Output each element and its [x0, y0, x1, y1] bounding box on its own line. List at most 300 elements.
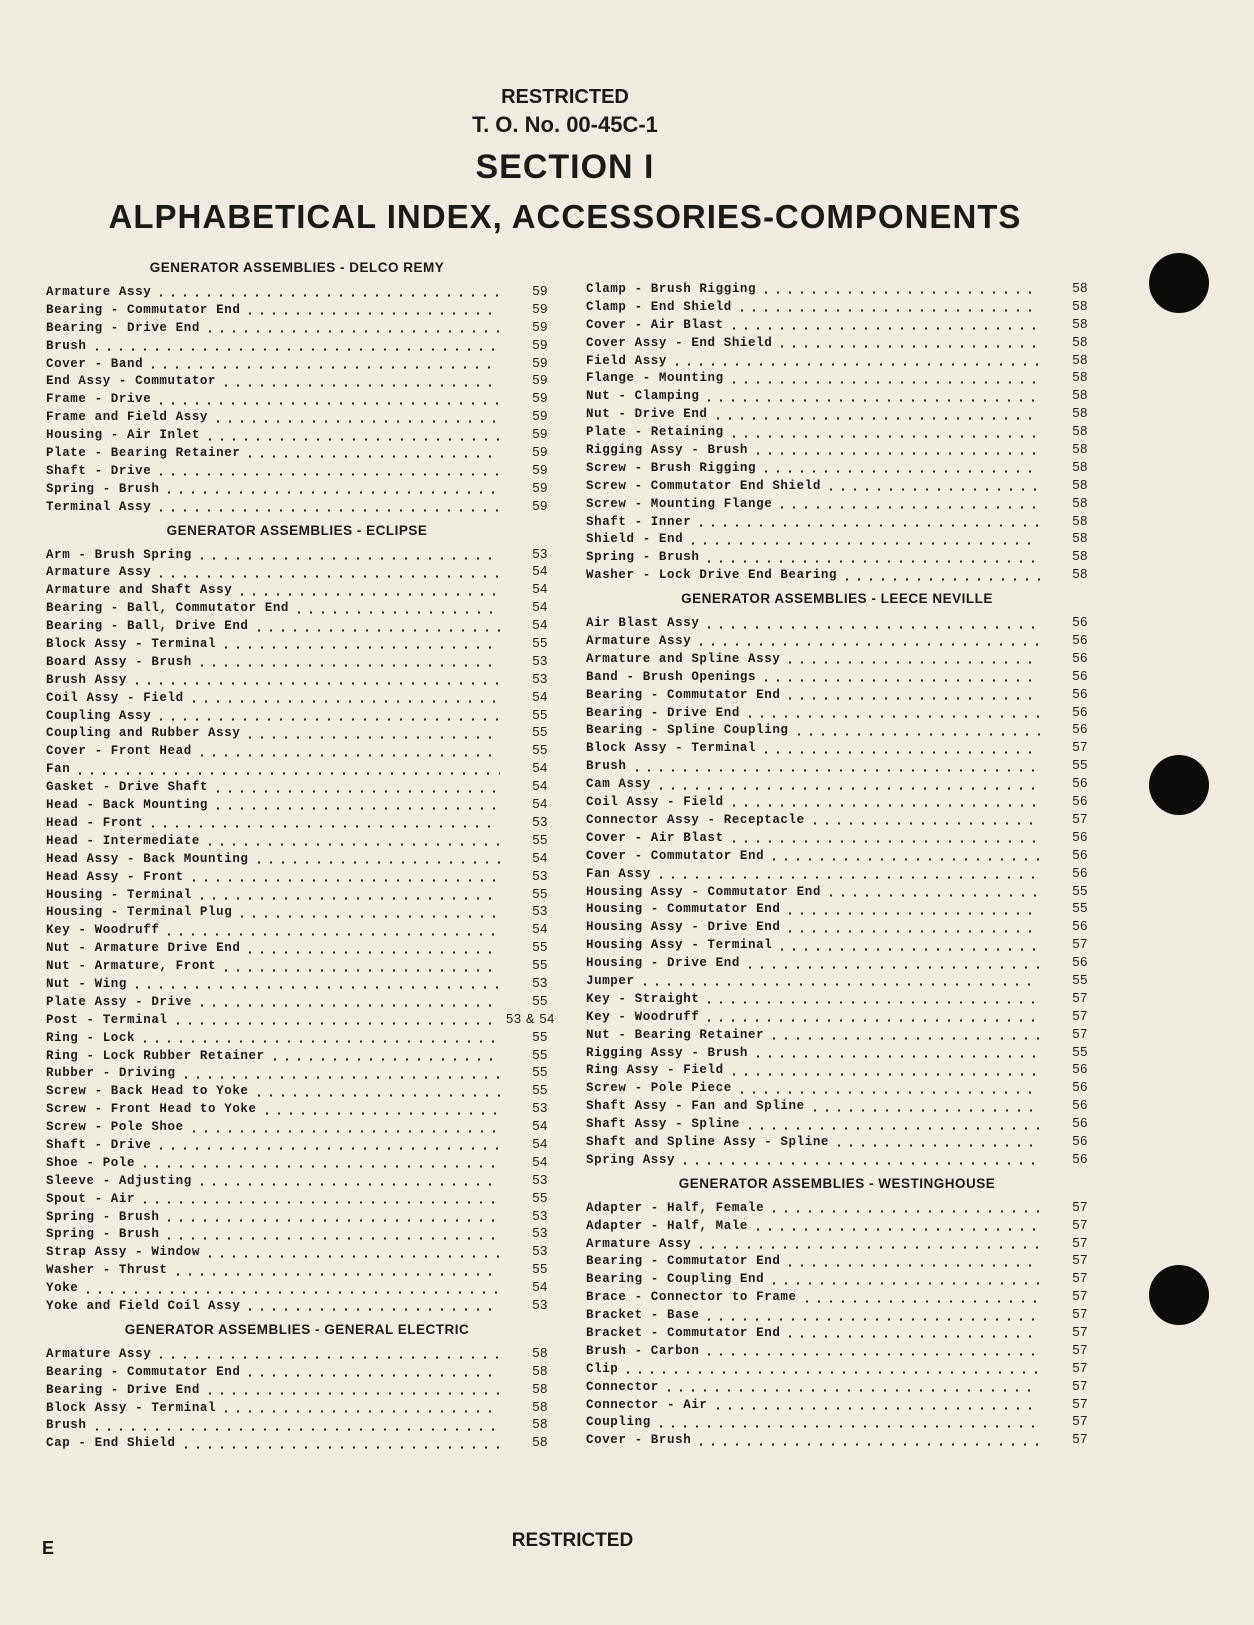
entry-page-number: 53 — [532, 903, 548, 919]
dot-leader — [196, 664, 500, 667]
dot-leader — [261, 1112, 500, 1115]
dot-leader — [180, 1446, 500, 1449]
entry-page-number: 56 — [1072, 1115, 1088, 1131]
entry-page-number: 56 — [1072, 614, 1088, 630]
entry-label: Head - Back Mounting — [46, 798, 209, 813]
entry-label: Bracket - Base — [586, 1308, 700, 1323]
dot-leader — [172, 1273, 500, 1276]
dot-leader — [196, 1004, 500, 1007]
entry-label: Washer - Lock Drive End Bearing — [586, 568, 838, 583]
entry-page-number: 56 — [1072, 632, 1088, 648]
section-title: GENERATOR ASSEMBLIES - LEECE NEVILLE — [681, 591, 993, 607]
index-entry — [586, 1199, 1088, 1217]
dot-leader — [760, 291, 1040, 294]
entry-label: Bearing - Coupling End — [586, 1272, 765, 1287]
index-entry — [46, 444, 548, 462]
index-entry — [586, 298, 1088, 316]
entry-page-number: 56 — [1072, 846, 1088, 862]
entry-label: Yoke — [46, 1281, 79, 1296]
index-entry — [586, 757, 1088, 775]
entry-label: Brace - Connector to Frame — [586, 1290, 797, 1305]
index-entry — [586, 632, 1088, 650]
entry-page-number: 55 — [1072, 900, 1088, 916]
index-entry — [46, 546, 548, 564]
dot-leader — [744, 715, 1040, 718]
entry-page-number: 53 — [532, 670, 548, 686]
dot-leader — [784, 1335, 1040, 1338]
index-entry — [46, 1190, 548, 1208]
index-entry — [46, 337, 548, 355]
entry-page-number: 58 — [1072, 530, 1088, 546]
index-entry — [46, 301, 548, 319]
entry-label: Cover - Air Blast — [586, 317, 724, 332]
entry-page-number: 54 — [532, 1153, 548, 1169]
index-entry — [46, 581, 548, 599]
entry-label: Head - Intermediate — [46, 833, 200, 848]
dot-leader — [244, 312, 500, 315]
entry-label: Adapter - Half, Female — [586, 1200, 765, 1215]
entry-page-number: 58 — [1072, 566, 1088, 582]
entry-page-number: 53 — [532, 813, 548, 829]
entry-label: Housing - Commutator End — [586, 902, 781, 917]
dot-leader — [253, 861, 500, 864]
index-entry — [586, 1306, 1088, 1324]
entry-label: Armature Assy — [46, 565, 152, 580]
entry-label: Bearing - Commutator End — [46, 1364, 241, 1379]
entry-page-number: 56 — [1072, 703, 1088, 719]
dot-leader — [204, 438, 500, 441]
entry-page-number: 59 — [532, 426, 548, 442]
index-entry — [46, 1029, 548, 1047]
index-entry — [46, 957, 548, 975]
entry-label: Bearing - Commutator End — [586, 1254, 781, 1269]
index-entry — [46, 742, 548, 760]
entry-label: Clamp - Brush Rigging — [586, 282, 757, 296]
dot-leader — [679, 1162, 1040, 1165]
entry-page-number: 58 — [1072, 423, 1088, 439]
entry-page-number: 58 — [1072, 280, 1088, 295]
index-entry — [586, 1133, 1088, 1151]
entry-label: Shaft - Drive — [46, 1137, 152, 1152]
entry-label: Adapter - Half, Male — [586, 1218, 749, 1233]
index-entry — [586, 387, 1088, 405]
dot-leader — [631, 769, 1040, 772]
entry-page-number: 59 — [532, 497, 548, 513]
index-entry — [586, 954, 1088, 972]
dot-leader — [196, 1183, 500, 1186]
entry-label: Cover Assy - End Shield — [586, 335, 773, 350]
entry-label: Cover - Air Blast — [586, 830, 724, 845]
entry-page-number: 55 — [532, 742, 548, 758]
entry-label: Block Assy - Terminal — [586, 741, 757, 756]
index-entry — [586, 936, 1088, 954]
index-entry — [46, 1118, 548, 1136]
index-entry — [586, 423, 1088, 441]
dot-leader — [155, 1356, 500, 1359]
entry-label: Bearing - Drive End — [46, 320, 200, 335]
entry-page-number: 55 — [532, 831, 548, 847]
index-entry — [46, 778, 548, 796]
binder-hole — [1149, 253, 1209, 313]
index-entry — [586, 1270, 1088, 1288]
entry-page-number: 59 — [532, 336, 548, 352]
dot-leader — [220, 1410, 500, 1413]
entry-label: Bearing - Drive End — [46, 1382, 200, 1397]
entry-label: Shaft and Spline Assy - Spline — [586, 1134, 830, 1149]
entry-page-number: 55 — [532, 1064, 548, 1080]
entry-label: Shaft - Inner — [586, 514, 692, 529]
entry-page-number: 55 — [1072, 757, 1088, 773]
entry-page-number: 55 — [532, 1261, 548, 1277]
dot-leader — [760, 470, 1040, 473]
dot-leader — [728, 804, 1040, 807]
entry-label: Rigging Assy - Brush — [586, 443, 749, 458]
index-entry — [586, 1115, 1088, 1133]
entry-label: Housing - Terminal — [46, 887, 192, 902]
index-entry — [586, 352, 1088, 370]
dot-leader — [703, 1019, 1040, 1022]
entry-page-number: 56 — [1072, 1097, 1088, 1113]
index-entry — [46, 1243, 548, 1261]
entry-page-number: 54 — [532, 599, 548, 615]
entry-label: Gasket - Drive Shaft — [46, 780, 209, 795]
index-entry — [46, 760, 548, 778]
entry-label: Nut - Drive End — [586, 407, 708, 422]
entry-page-number: 58 — [1072, 405, 1088, 421]
entry-page-number: 57 — [1072, 1413, 1088, 1429]
dot-leader — [687, 542, 1040, 545]
dot-leader — [784, 1264, 1040, 1267]
dot-leader — [784, 697, 1040, 700]
entry-page-number: 58 — [532, 1380, 548, 1396]
entry-label: Armature Assy — [586, 634, 692, 649]
dot-leader — [220, 646, 500, 649]
entry-label: Spring Assy — [586, 1152, 676, 1167]
entry-label: Frame - Drive — [46, 392, 152, 407]
entry-label: Bracket - Commutator End — [586, 1325, 781, 1340]
entry-page-number: 58 — [1072, 512, 1088, 528]
entry-label: Key - Straight — [586, 991, 700, 1006]
index-entry — [586, 865, 1088, 883]
dot-leader — [155, 718, 500, 721]
entry-page-number: 53 — [532, 1100, 548, 1116]
dot-leader — [752, 1055, 1040, 1058]
entry-label: Screw - Brush Rigging — [586, 460, 757, 475]
index-entry — [586, 405, 1088, 423]
entry-page-number: 53 — [532, 1207, 548, 1223]
entry-label: Strap Assy - Window — [46, 1245, 200, 1260]
entry-page-number: 55 — [1072, 882, 1088, 898]
entry-label: Armature Assy — [46, 1346, 152, 1361]
index-entry — [46, 1010, 556, 1029]
entry-page-number: 55 — [532, 939, 548, 955]
index-entry — [46, 939, 548, 957]
entry-label: Flange - Mounting — [586, 371, 724, 386]
entry-page-number: 59 — [532, 408, 548, 424]
index-entry — [46, 814, 548, 832]
entry-label: Screw - Front Head to Yoke — [46, 1102, 257, 1117]
index-entry — [46, 903, 548, 921]
dot-leader — [131, 682, 500, 685]
page-letter: E — [42, 1538, 55, 1558]
entry-page-number: 56 — [1072, 721, 1088, 737]
index-entry — [586, 1151, 1088, 1169]
entry-label: Spring - Brush — [46, 1227, 160, 1242]
entry-page-number: 58 — [1072, 441, 1088, 457]
index-entry — [586, 1396, 1088, 1414]
dot-leader — [163, 491, 500, 494]
dot-leader — [703, 626, 1040, 629]
entry-page-number: 57 — [1072, 1216, 1088, 1232]
index-entry — [46, 1297, 548, 1315]
entry-page-number: 53 — [532, 1225, 548, 1241]
entry-label: Ring - Lock Rubber Retainer — [46, 1048, 265, 1063]
entry-page-number: 54 — [532, 581, 548, 597]
entry-page-number: 54 — [532, 1279, 548, 1295]
entry-page-number: 58 — [1072, 315, 1088, 331]
dot-leader — [204, 1392, 500, 1395]
index-entry — [586, 668, 1088, 686]
entry-page-number: 59 — [532, 354, 548, 370]
dot-leader — [695, 643, 1040, 646]
dot-leader — [776, 948, 1040, 951]
index-entry — [586, 1288, 1088, 1306]
dot-leader — [671, 363, 1040, 366]
index-entry — [46, 921, 548, 939]
entry-page-number: 55 — [532, 635, 548, 651]
entry-label: Sleeve - Adjusting — [46, 1173, 192, 1188]
index-entry — [46, 671, 548, 689]
dot-leader — [74, 772, 500, 775]
dot-leader — [269, 1058, 500, 1061]
dot-leader — [841, 578, 1040, 581]
dot-leader — [833, 1144, 1040, 1147]
index-entry — [586, 316, 1088, 334]
index-entry — [586, 1217, 1088, 1235]
entry-page-number: 59 — [532, 479, 548, 495]
index-entry — [46, 886, 548, 904]
dot-leader — [155, 294, 500, 297]
entry-page-number: 57 — [1072, 1288, 1088, 1304]
dot-leader — [220, 384, 500, 387]
index-entry — [586, 1044, 1088, 1062]
entry-label: Spring - Brush — [46, 1209, 160, 1224]
dot-leader — [784, 912, 1040, 915]
entry-page-number: 55 — [1072, 1043, 1088, 1059]
entry-label: Rubber - Driving — [46, 1066, 176, 1081]
dot-leader — [695, 1246, 1040, 1249]
entry-page-number: 55 — [532, 957, 548, 973]
entry-page-number: 53 & 54 — [506, 1010, 556, 1026]
dot-leader — [204, 330, 500, 333]
entry-label: Coupling and Rubber Assy — [46, 726, 241, 741]
index-entry — [586, 793, 1088, 811]
dot-leader — [784, 930, 1040, 933]
entry-label: Cover - Band — [46, 356, 144, 371]
dot-leader — [212, 420, 500, 423]
entry-label: Brush — [46, 338, 87, 353]
dot-leader — [244, 951, 500, 954]
index-entry — [46, 283, 548, 301]
entry-label: Coupling — [586, 1415, 651, 1430]
index-entry — [46, 1208, 548, 1226]
entry-label: Bearing - Spline Coupling — [586, 723, 789, 738]
dot-leader — [728, 1073, 1040, 1076]
index-entry — [46, 599, 548, 617]
dot-leader — [728, 840, 1040, 843]
entry-page-number: 56 — [1072, 649, 1088, 665]
entry-label: Nut - Clamping — [586, 389, 700, 404]
entry-page-number: 55 — [532, 706, 548, 722]
index-entry — [46, 408, 548, 426]
index-entry — [586, 1342, 1088, 1360]
entry-page-number: 58 — [532, 1362, 548, 1378]
entry-page-number: 53 — [532, 867, 548, 883]
entry-page-number: 54 — [532, 1135, 548, 1151]
entry-page-number: 54 — [532, 617, 548, 633]
entry-page-number: 59 — [532, 390, 548, 406]
index-entry — [586, 566, 1088, 584]
dot-leader — [655, 787, 1040, 790]
entry-page-number: 53 — [532, 974, 548, 990]
entry-label: Nut - Armature Drive End — [46, 941, 241, 956]
dot-leader — [728, 327, 1040, 330]
entry-page-number: 54 — [532, 778, 548, 794]
entry-page-number: 58 — [532, 1416, 548, 1432]
index-entry — [46, 1100, 548, 1118]
entry-page-number: 56 — [1072, 954, 1088, 970]
entry-page-number: 53 — [532, 652, 548, 668]
entry-page-number: 56 — [1072, 828, 1088, 844]
dot-leader — [220, 969, 500, 972]
index-entry — [46, 1154, 548, 1172]
dot-leader — [703, 399, 1040, 402]
entry-label: Coil Assy - Field — [46, 690, 184, 705]
dot-leader — [212, 807, 500, 810]
dot-leader — [188, 879, 500, 882]
entry-page-number: 57 — [1072, 1395, 1088, 1411]
entry-label: Post - Terminal — [46, 1012, 168, 1027]
entry-label: Frame and Field Assy — [46, 410, 209, 425]
index-entry — [586, 811, 1088, 829]
dot-leader — [809, 822, 1040, 825]
dot-leader — [784, 661, 1040, 664]
index-entry — [46, 1345, 548, 1363]
entry-label: Fan Assy — [586, 866, 651, 881]
dot-leader — [703, 560, 1040, 563]
entry-page-number: 59 — [532, 444, 548, 460]
entry-label: Brush — [586, 759, 627, 774]
entry-label: Screw - Back Head to Yoke — [46, 1084, 249, 1099]
entry-label: Cover - Front Head — [46, 744, 192, 759]
index-entry — [586, 721, 1088, 739]
entry-label: Brush Assy — [46, 672, 128, 687]
entry-page-number: 55 — [532, 1028, 548, 1044]
entry-page-number: 53 — [532, 1243, 548, 1259]
entry-page-number: 57 — [1072, 1252, 1088, 1268]
index-entry — [586, 847, 1088, 865]
entry-label: Board Assy - Brush — [46, 654, 192, 669]
index-entry — [586, 1324, 1088, 1342]
entry-page-number: 57 — [1072, 1323, 1088, 1339]
dot-leader — [204, 843, 500, 846]
entry-page-number: 55 — [532, 992, 548, 1008]
entry-page-number: 57 — [1072, 1431, 1088, 1447]
entry-label: Key - Woodruff — [46, 923, 160, 938]
entry-label: Armature Assy — [586, 1236, 692, 1251]
dot-leader — [204, 1255, 500, 1258]
index-entry — [586, 1026, 1088, 1044]
index-entry — [46, 832, 548, 850]
dot-leader — [91, 1428, 500, 1431]
dot-leader — [809, 1109, 1040, 1112]
dot-leader — [825, 488, 1040, 491]
index-entry — [46, 868, 548, 886]
entry-page-number: 57 — [1072, 1377, 1088, 1393]
entry-label: Head Assy - Front — [46, 869, 184, 884]
dot-leader — [236, 915, 500, 918]
dot-leader — [155, 402, 500, 405]
dot-leader — [760, 751, 1040, 754]
entry-label: Bearing - Drive End — [586, 705, 740, 720]
dot-leader — [196, 897, 500, 900]
dot-leader — [695, 1443, 1040, 1446]
entry-label: Air Blast Assy — [586, 616, 700, 631]
index-entry — [46, 1082, 548, 1100]
index-entry — [586, 441, 1088, 459]
entry-label: Spring - Brush — [586, 550, 700, 565]
entry-page-number: 57 — [1072, 810, 1088, 826]
technical-order-number: T. O. No. 00-45C-1 — [472, 112, 658, 137]
index-entry — [46, 1399, 548, 1417]
entry-page-number: 58 — [1072, 494, 1088, 510]
entry-label: Shaft - Drive — [46, 463, 152, 478]
dot-leader — [196, 557, 500, 560]
index-entry — [46, 796, 548, 814]
dot-leader — [155, 509, 500, 512]
entry-label: Bearing - Commutator End — [46, 302, 241, 317]
entry-label: Armature and Shaft Assy — [46, 583, 233, 598]
entry-label: Block Assy - Terminal — [46, 1400, 217, 1415]
index-entry — [586, 1235, 1088, 1253]
entry-label: Screw - Mounting Flange — [586, 496, 773, 511]
dot-leader — [139, 1165, 500, 1168]
classification-header: RESTRICTED — [501, 86, 629, 108]
dot-leader — [801, 1300, 1040, 1303]
dot-leader — [663, 1389, 1040, 1392]
dot-leader — [293, 611, 500, 614]
entry-label: Housing Assy - Drive End — [586, 920, 781, 935]
dot-leader — [695, 524, 1040, 527]
dot-leader — [212, 790, 500, 793]
entry-label: Screw - Commutator End Shield — [586, 478, 821, 493]
entry-label: Fan — [46, 762, 71, 777]
dot-leader — [147, 825, 500, 828]
index-entry — [586, 775, 1088, 793]
entry-label: Armature and Spline Assy — [586, 651, 781, 666]
entry-page-number: 56 — [1072, 918, 1088, 934]
entry-label: End Assy - Commutator — [46, 374, 217, 389]
entry-page-number: 53 — [532, 1171, 548, 1187]
index-entry — [46, 689, 548, 707]
entry-label: Housing - Drive End — [586, 956, 740, 971]
entry-label: Jumper — [586, 973, 635, 988]
dot-leader — [728, 435, 1040, 438]
entry-label: Bearing - Ball, Commutator End — [46, 601, 290, 616]
index-entry — [46, 1225, 548, 1243]
dot-leader — [752, 1228, 1040, 1231]
index-entry — [586, 1061, 1088, 1079]
